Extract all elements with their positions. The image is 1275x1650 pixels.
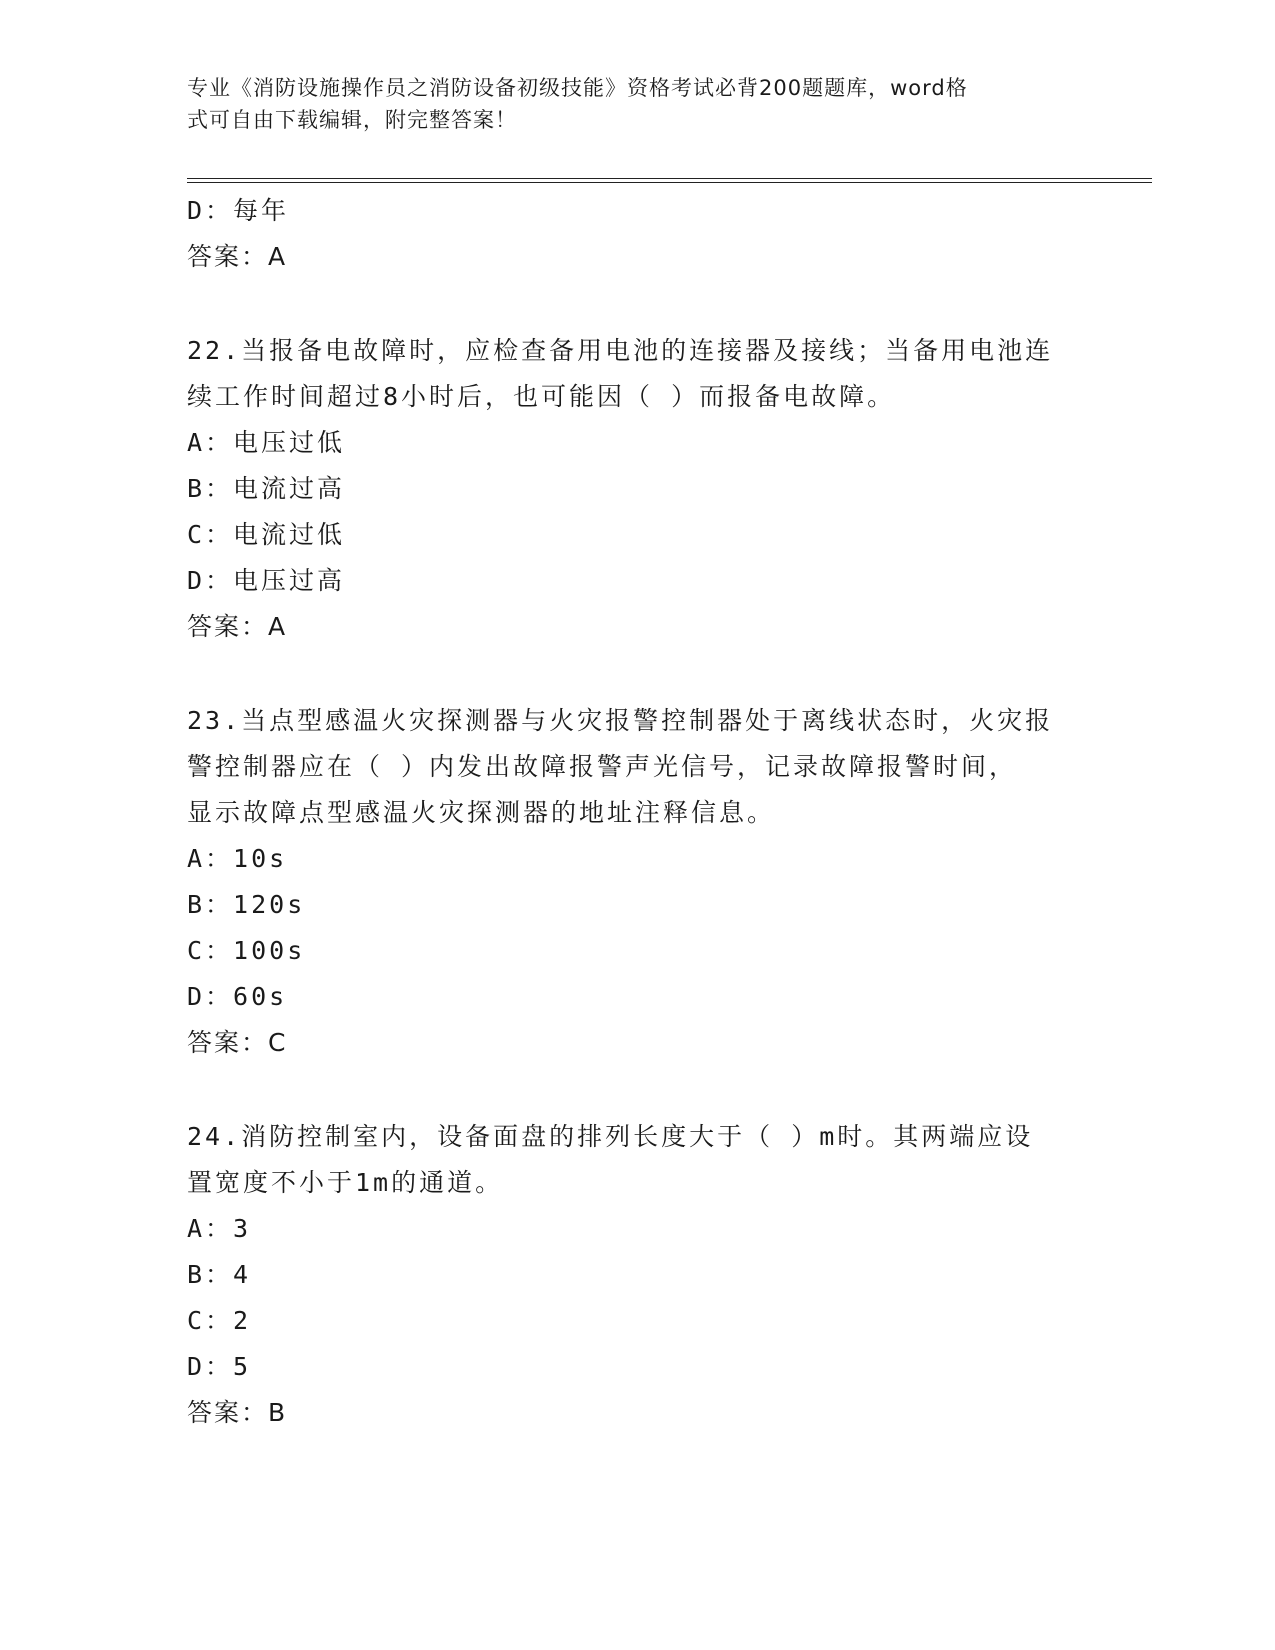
header-divider-top — [187, 178, 1152, 179]
option-c: C：100s — [187, 936, 306, 965]
option-b: B：电流过高 — [187, 474, 346, 503]
option-a: A：3 — [187, 1214, 252, 1243]
question-stem — [187, 698, 1087, 836]
stem-line: 23.当点型感温火灾探测器与火灾报警控制器处于离线状态时，火灾报 — [187, 706, 1054, 735]
question-23 — [187, 698, 1087, 1066]
header-line-1: 专业《消防设施操作员之消防设备初级技能》资格考试必背200题题库，word格 — [187, 76, 968, 100]
question-24 — [187, 1114, 1087, 1436]
option-d: D：每年 — [187, 196, 290, 225]
option-d: D：5 — [187, 1352, 252, 1381]
stem-line: 24.消防控制室内，设备面盘的排列长度大于（ ）m时。其两端应设 — [187, 1122, 1034, 1151]
stem-line: 置宽度不小于1m的通道。 — [187, 1168, 504, 1197]
question-list — [187, 188, 1087, 1484]
option-b: B：4 — [187, 1260, 252, 1289]
question-22 — [187, 328, 1087, 650]
header-divider-bottom — [187, 182, 1152, 183]
option-a: A：10s — [187, 844, 288, 873]
answer: 答案：B — [187, 1398, 288, 1427]
stem-line: 22.当报备电故障时，应检查备用电池的连接器及接线；当备用电池连 — [187, 336, 1054, 365]
question-stem — [187, 328, 1087, 420]
question-stem — [187, 1114, 1087, 1206]
header-line-2: 式可自由下载编辑，附完整答案！ — [187, 108, 517, 132]
stem-line: 警控制器应在（ ）内发出故障报警声光信号，记录故障报警时间， — [187, 752, 1018, 781]
previous-question-tail — [187, 188, 1087, 280]
answer: 答案：A — [187, 612, 288, 641]
answer: 答案：C — [187, 1028, 288, 1057]
option-a: A：电压过低 — [187, 428, 346, 457]
option-c: C：2 — [187, 1306, 252, 1335]
option-d: D：60s — [187, 982, 288, 1011]
option-b: B：120s — [187, 890, 306, 919]
option-c: C：电流过低 — [187, 520, 346, 549]
option-d: D：电压过高 — [187, 566, 346, 595]
answer: 答案：A — [187, 242, 288, 271]
stem-line: 显示故障点型感温火灾探测器的地址注释信息。 — [187, 798, 776, 827]
stem-line: 续工作时间超过8小时后，也可能因（ ）而报备电故障。 — [187, 382, 896, 411]
document-header — [187, 72, 1067, 136]
